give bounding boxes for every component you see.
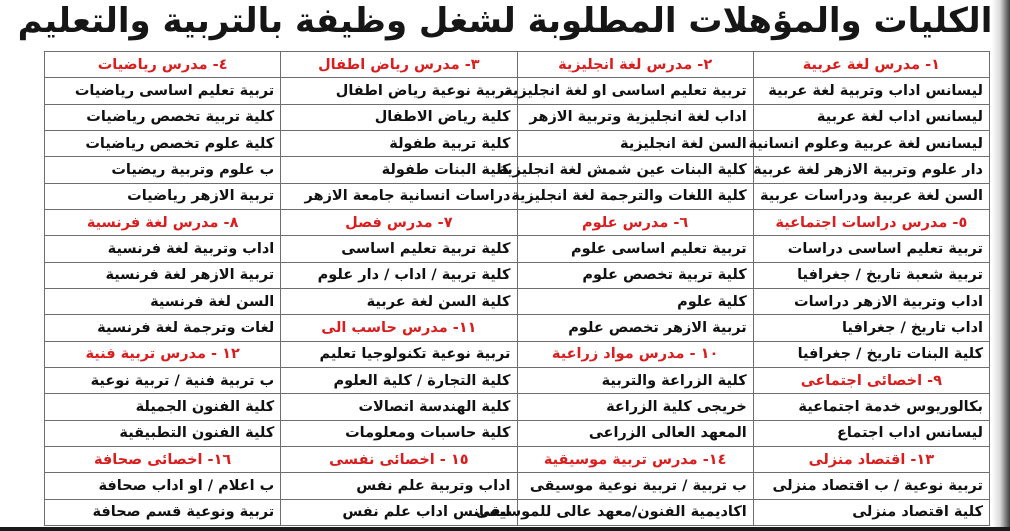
qualification-cell: السن لغة انجليزية [517,130,753,156]
section-header-cell: ١١- مدرس حاسب الى [281,315,517,341]
table-row [45,420,990,446]
table-row [45,183,990,209]
qualification-cell: تربية الازهر لغة فرنسية [45,262,281,288]
table-header-row [45,52,990,78]
qualification-cell: تربية الازهر تخصص علوم [517,315,753,341]
section-header-cell: ١٢ - مدرس تربية فنية [45,341,281,367]
table-row [45,157,990,183]
table-row [45,394,990,420]
qualification-cell: ليسانس اداب علم نفس [281,499,517,525]
qualification-cell: تربية ونوعية قسم صحافة [45,499,281,525]
section-header-cell: ١٦- اخصائى صحافة [45,446,281,472]
table-header-row [45,367,990,393]
table-header-row [45,446,990,472]
qualification-cell: تربية الازهر رياضيات [45,183,281,209]
qualification-cell: كلية الفنون التطبيقية [45,420,281,446]
qualification-cell: كلية التجارة / كلية العلوم [281,367,517,393]
section-header-cell: ٦- مدرس علوم [517,209,753,235]
qualification-cell: ب تربية / تربية نوعية موسيقى [517,473,753,499]
qualification-cell: اداب وتربية الازهر دراسات [753,288,989,314]
section-header-cell: ١٤- مدرس تربية موسيقية [517,446,753,472]
section-header-cell: ٩- اخصائى اجتماعى [753,367,989,393]
qualification-cell: تربية تعليم اساسى علوم [517,236,753,262]
bottom-rule [0,527,1010,531]
qualification-cell: السن لغة فرنسية [45,288,281,314]
qualification-cell: ليسانس اداب لغة عربية [753,104,989,130]
qualification-cell: ب تربية فنية / تربية نوعية [45,367,281,393]
table-row [45,341,990,367]
qualification-cell: اكاديمية الفنون/معهد عالى للموسيقى [517,499,753,525]
qualification-cell: كلية الهندسة اتصالات [281,394,517,420]
section-header-cell: ٣- مدرس رياض اطفال [281,52,517,78]
qualification-cell: اداب تاريخ / جغرافيا [753,315,989,341]
section-header-cell: ٨- مدرس لغة فرنسية [45,209,281,235]
qualification-cell: ليسانس اداب وتربية لغة عربية [753,78,989,104]
section-header-cell: ١- مدرس لغة عربية [753,52,989,78]
qualification-cell: تربية تعليم اساسى دراسات [753,236,989,262]
qualification-cell: كلية تربية طفولة [281,130,517,156]
table-row [45,104,990,130]
section-header-cell: ٥- مدرس دراسات اجتماعية [753,209,989,235]
section-header-cell: ١٣- اقتصاد منزلى [753,446,989,472]
table-row [45,262,990,288]
qualification-cell: كلية حاسبات ومعلومات [281,420,517,446]
qualification-cell: كلية اللغات والترجمة لغة انجليزية [517,183,753,209]
qualification-cell: كلية تربية تخصص رياضيات [45,104,281,130]
qualification-cell: اداب لغة انجليزية وتربية الازهر [517,104,753,130]
qualification-cell: كلية رياض الاطفال [281,104,517,130]
qualification-cell: كلية البنات تاريخ / جغرافيا [753,341,989,367]
qualification-cell: كلية تربية تخصص علوم [517,262,753,288]
qualification-cell: اداب وتربية علم نفس [281,473,517,499]
qualification-cell: لغات وترجمة لغة فرنسية [45,315,281,341]
qualification-cell: تربية تعليم اساسى او لغة انجليزية [517,78,753,104]
qualification-cell: تربية نوعية رياض اطفال [281,78,517,104]
qualification-cell: تربية شعبة تاريخ / جغرافيا [753,262,989,288]
qualification-cell: خريجى كلية الزراعة [517,394,753,420]
qualification-cell: كلية علوم [517,288,753,314]
table-row [45,473,990,499]
section-header-cell: ٧- مدرس فصل [281,209,517,235]
section-header-cell: ١٠ - مدرس مواد زراعية [517,341,753,367]
table-row [45,78,990,104]
qualification-cell: كلية السن لغة عربية [281,288,517,314]
qualification-cell: كلية اقتصاد منزلى [753,499,989,525]
qualification-cell: ب اعلام / او اداب صحافة [45,473,281,499]
qualification-cell: تربية تعليم اساسى رياضيات [45,78,281,104]
qualification-cell: كلية علوم تخصص رياضيات [45,130,281,156]
qualification-cell: المعهد العالى الزراعى [517,420,753,446]
qualification-cell: تربية نوعية / ب اقتصاد منزلى [753,473,989,499]
page-title: الكليات والمؤهلات المطلوبة لشغل وظيفة بالتربية والتعليم [17,1,993,41]
qualification-cell: كلية البنات طفولة [281,157,517,183]
qualification-cell: كلية تربية / اداب / دار علوم [281,262,517,288]
table-row [45,315,990,341]
table-row [45,236,990,262]
qualification-cell: ب علوم وتربية ريضيات [45,157,281,183]
qualification-cell: كلية تربية تعليم اساسى [281,236,517,262]
section-header-cell: ٢- مدرس لغة انجليزية [517,52,753,78]
section-header-cell: ١٥ - اخصائى نفسى [281,446,517,472]
qualification-cell: بكالوريوس خدمة اجتماعية [753,394,989,420]
table-row [45,499,990,525]
section-header-cell: ٤- مدرس رياضيات [45,52,281,78]
qualification-cell: ليسانس اداب اجتماع [753,420,989,446]
qualification-cell: ليسانس لغة عربية وعلوم انسانية [753,130,989,156]
qualification-cell: دراسات انسانية جامعة الازهر [281,183,517,209]
table-row [45,130,990,156]
qualification-cell: تربية نوعية تكنولوجيا تعليم [281,341,517,367]
qualifications-table [44,51,990,526]
table-header-row [45,209,990,235]
qualification-cell: السن لغة عربية ودراسات عربية [753,183,989,209]
table-row [45,288,990,314]
qualification-cell: كلية البنات عين شمش لغة انجليزية [517,157,753,183]
page-edge-shadow [992,0,1010,531]
qualification-cell: كلية الزراعة والتربية [517,367,753,393]
qualification-cell: كلية الفنون الجميلة [45,394,281,420]
qualification-cell: اداب وتربية لغة فرنسية [45,236,281,262]
qualification-cell: دار علوم وتربية الازهر لغة عربية [753,157,989,183]
